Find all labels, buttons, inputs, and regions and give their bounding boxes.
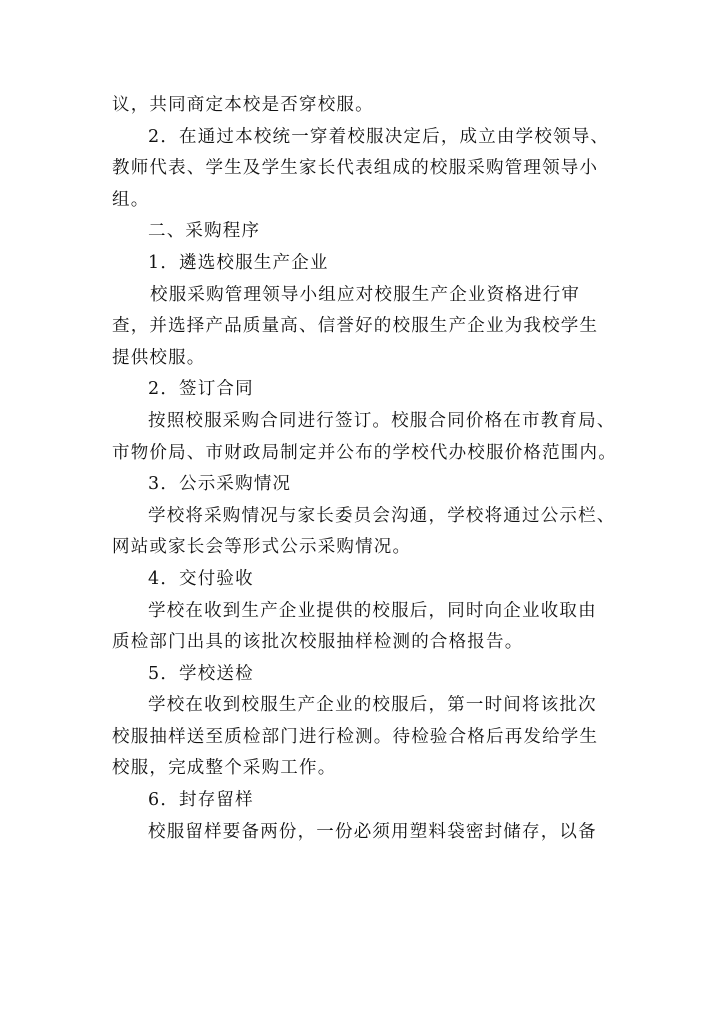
subsection-heading: 5．学校送检	[148, 663, 254, 684]
subsection-heading: 6．封存留样	[148, 790, 254, 811]
subsection-heading: 2．签订合同	[148, 379, 254, 400]
text-line: 组。	[112, 189, 150, 210]
text-line: 校服留样要备两份，一份必须用塑料袋密封储存，以备	[148, 821, 597, 842]
text-line: 学校在收到校服生产企业的校服后，第一时间将该批次	[148, 695, 597, 716]
text-line: 按照校服采购合同进行签订。校服合同价格在市教育局、	[148, 410, 616, 431]
text-line: 提供校服。	[112, 347, 206, 368]
text-line: 校服抽样送至质检部门进行检测。待检验合格后再发给学生	[112, 726, 599, 747]
text-line: 学校在收到生产企业提供的校服后，同时向企业收取由	[148, 600, 597, 621]
text-line: 质检部门出具的该批次校服抽样检测的合格报告。	[112, 632, 524, 653]
subsection-heading: 4．交付验收	[148, 568, 254, 589]
section-heading: 二、采购程序	[148, 221, 261, 242]
text-line: 教师代表、学生及学生家长代表组成的校服采购管理领导小	[112, 158, 599, 179]
text-line: 2．在通过本校统一穿着校服决定后，成立由学校领导、	[148, 126, 610, 147]
subsection-heading: 3．公示采购情况	[148, 474, 292, 495]
text-line: 校服采购管理领导小组应对校服生产企业资格进行审	[150, 284, 581, 305]
text-line: 议，共同商定本校是否穿校服。	[112, 95, 374, 115]
document-page	[112, 90, 617, 848]
subsection-heading: 1．遴选校服生产企业	[148, 252, 329, 273]
text-line: 校服，完成整个采购工作。	[112, 758, 337, 779]
text-line: 网站或家长会等形式公示采购情况。	[112, 537, 412, 558]
text-line: 市物价局、市财政局制定并公布的学校代办校服价格范围内。	[112, 442, 617, 463]
text-line: 学校将采购情况与家长委员会沟通，学校将通过公示栏、	[148, 505, 616, 526]
text-line: 查，并选择产品质量高、信誉好的校服生产企业为我校学生	[112, 316, 599, 337]
